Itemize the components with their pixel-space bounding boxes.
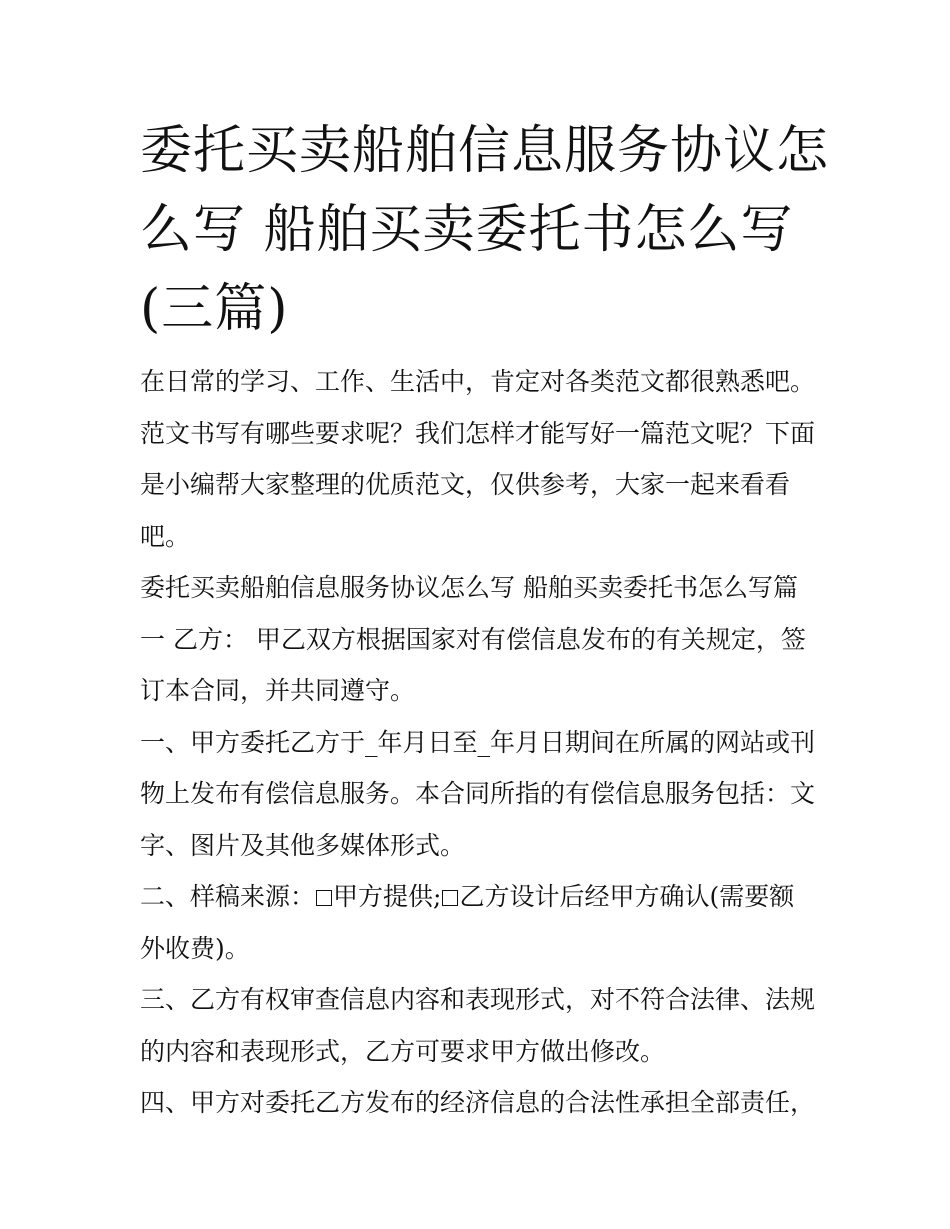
text-line: 范文书写有哪些要求呢？我们怎样才能写好一篇范文呢？下面 [140,418,816,448]
clause-one [140,717,820,872]
section-heading-paragraph [140,562,820,717]
clause-two [140,871,820,974]
text-line: 一、甲方委托乙方于_年月日至_年月日期间在所属的网站或刊 [140,727,816,757]
clause-three [140,974,820,1077]
clause-two-prefix: 二、样稿来源： [140,882,316,911]
text-line: 一 乙方： 甲乙双方根据国家对有偿信息发布的有关规定，签 [140,624,806,654]
title-line: 委托买卖船舶信息服务协议怎 [140,121,830,181]
text-line: 四、甲方对委托乙方发布的经济信息的合法性承担全部责任， [140,1088,816,1117]
checkbox-icon [442,890,458,906]
text-line: 吧。 [140,521,191,551]
document-title [140,112,830,349]
option-party-a: 甲方提供; [333,882,442,911]
checkbox-icon [316,890,332,906]
text-line: 外收费)。 [140,933,250,963]
text-line: 订本合同，并共同遵守。 [140,676,416,705]
text-line: 在日常的学习、工作、生活中，肯定对各类范文都很熟悉吧。 [140,367,816,396]
text-line: 是小编帮大家整理的优质范文，仅供参考，大家一起来看看 [140,470,791,499]
text-line: 三、乙方有权审查信息内容和表现形式，对不符合法律、法规 [140,985,816,1014]
text-line: 物上发布有偿信息服务。本合同所指的有偿信息服务包括：文 [140,779,816,808]
text-line: 的内容和表现形式，乙方可要求甲方做出修改。 [140,1036,666,1066]
intro-paragraph [140,356,820,562]
text-line: 委托买卖船舶信息服务协议怎么写 船舶买卖委托书怎么写篇 [140,573,798,602]
title-line: (三篇) [140,279,289,339]
document-body [140,356,820,1129]
text-line: 字、图片及其他多媒体形式。 [140,830,466,860]
title-line: 么写 船舶买卖委托书怎么写 [140,200,794,260]
option-party-b: 乙方设计后经甲方确认(需要额 [459,882,795,911]
text-line [140,871,820,923]
clause-four [140,1077,820,1129]
